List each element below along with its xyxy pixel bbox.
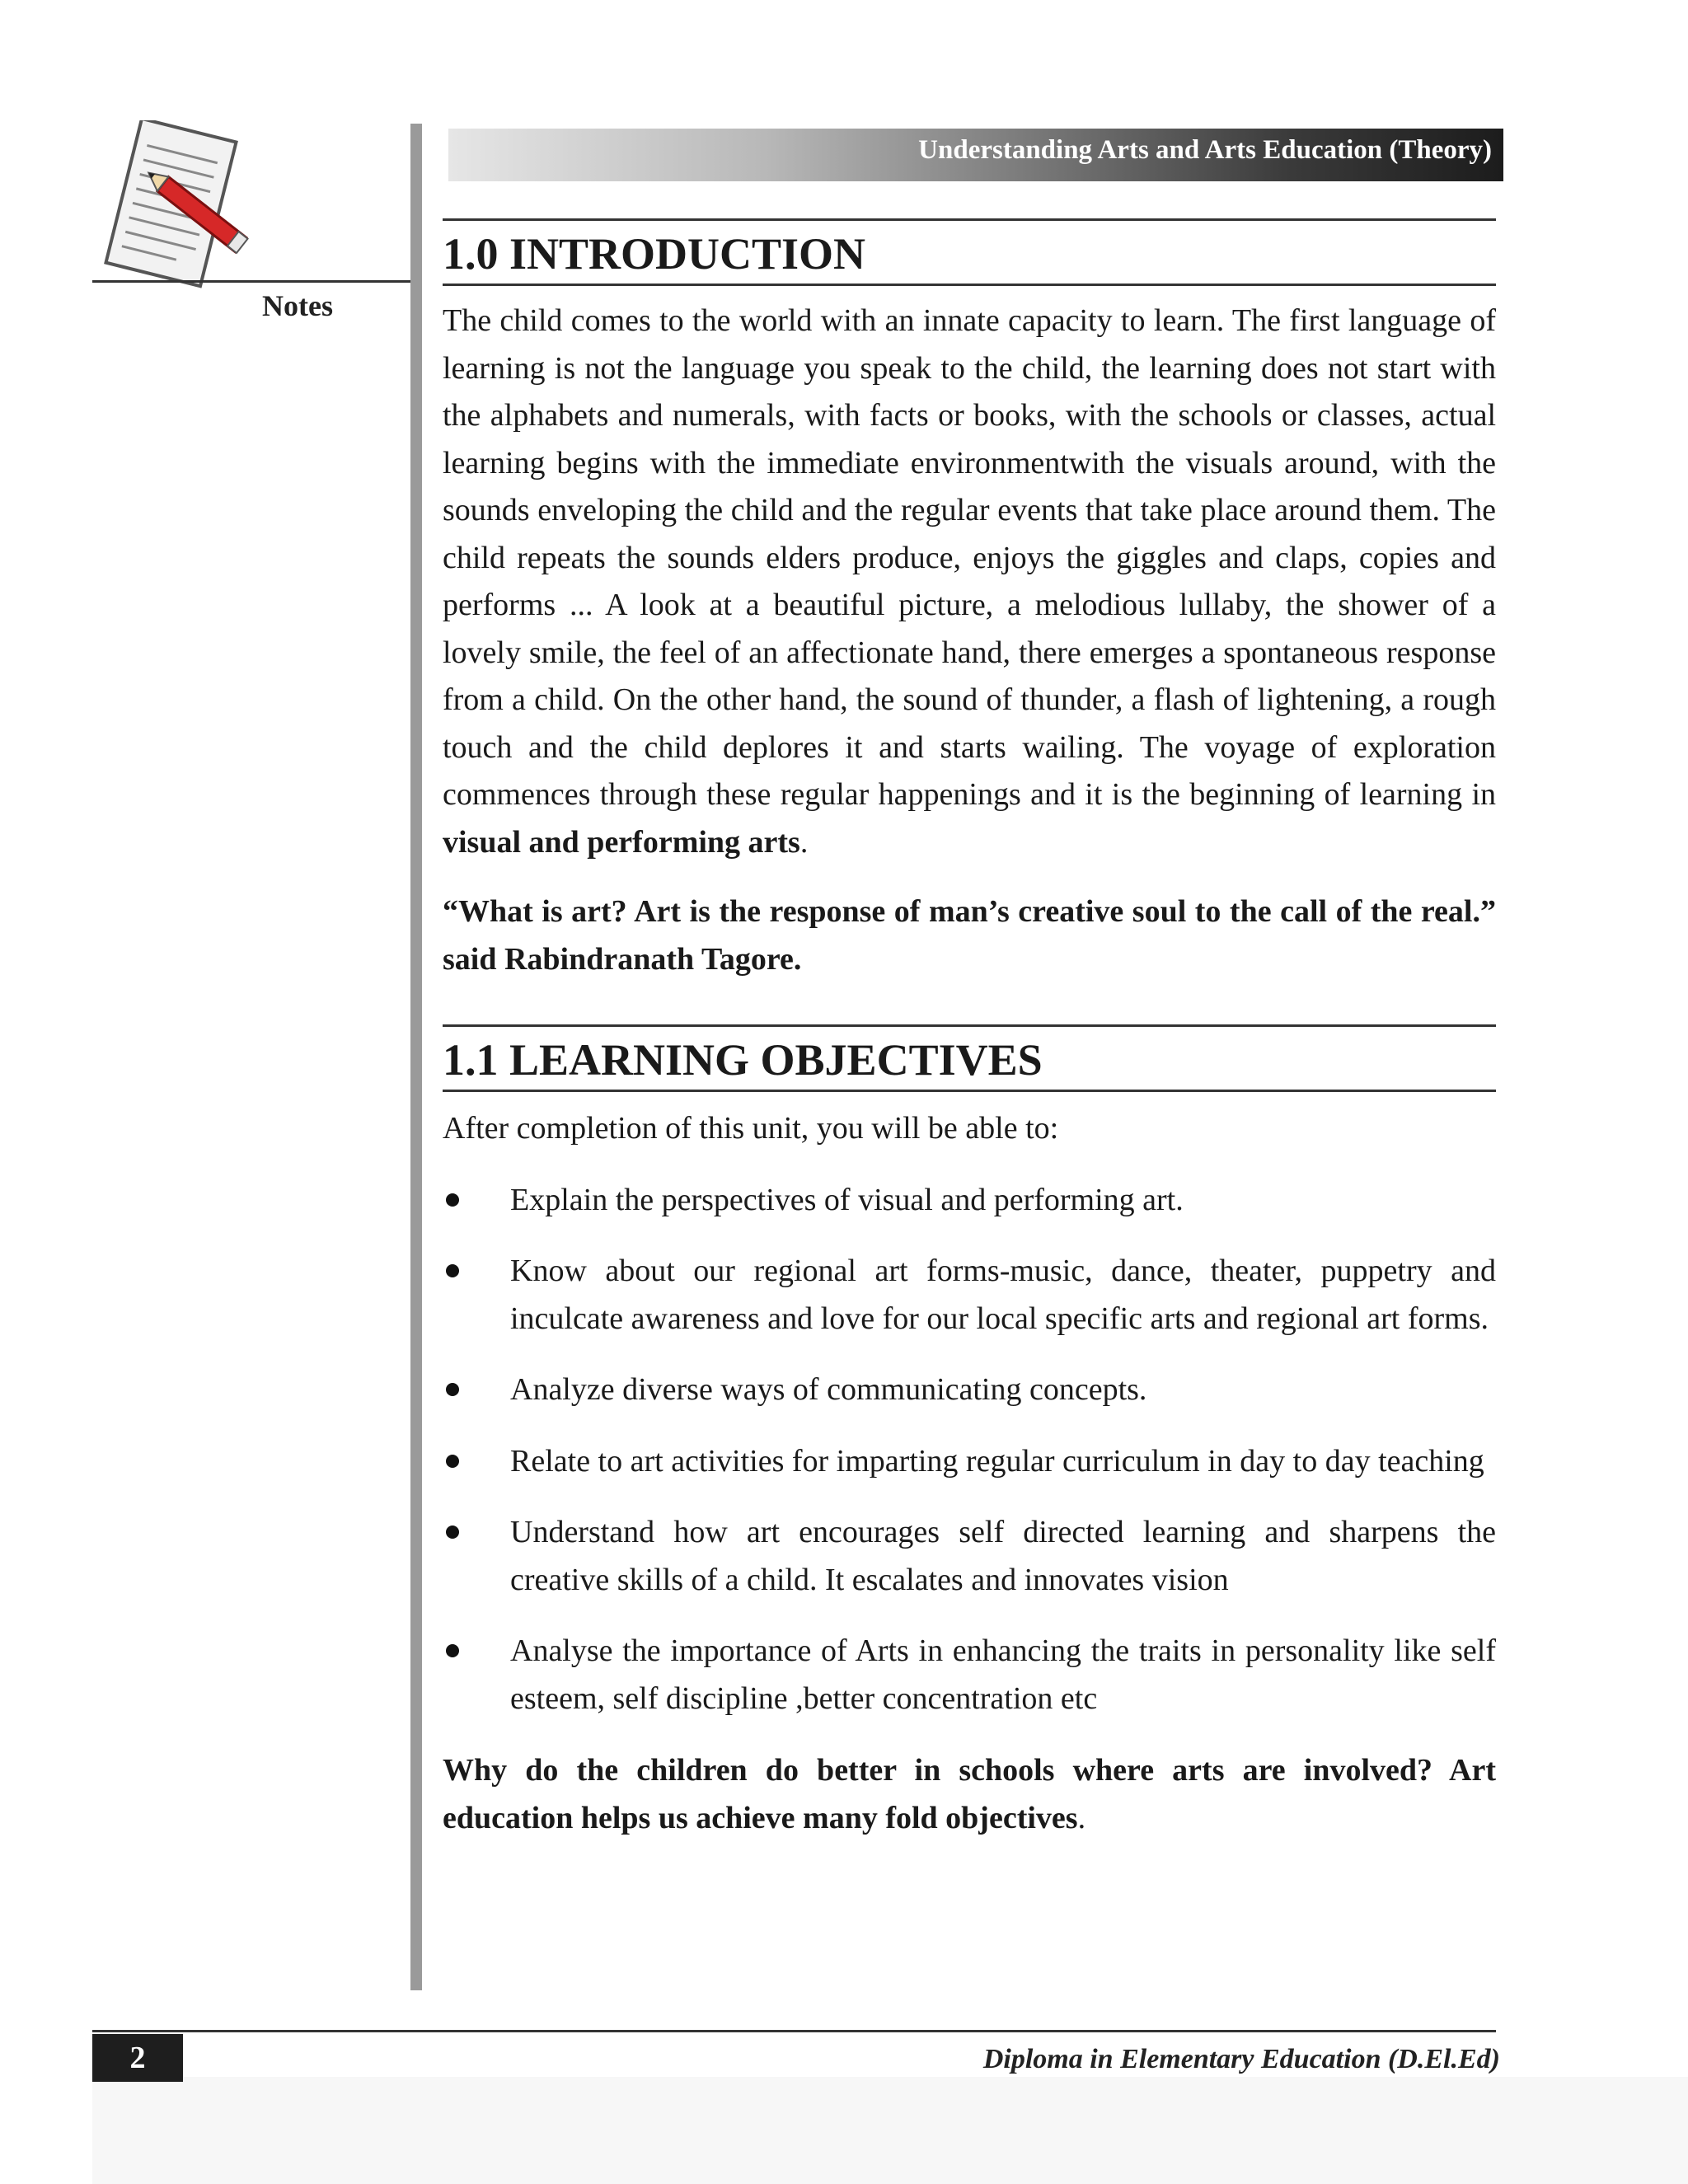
intro-paragraph-end: .: [799, 824, 809, 860]
list-item: [443, 1438, 1496, 1486]
notes-pencil-icon: [89, 120, 254, 302]
header-title: Understanding Arts and Arts Education (Theory): [918, 135, 1492, 165]
bullet-icon: [446, 1526, 459, 1539]
objectives-intro: After completion of this unit, you will be able to:: [443, 1111, 1059, 1146]
list-item-text: Analyze diverse ways of communicating concepts.: [510, 1372, 1147, 1407]
page-bottom-shade: [92, 2077, 1688, 2184]
page-content: [443, 218, 1496, 1842]
intro-paragraph-bold: visual and performing arts: [443, 824, 800, 860]
bullet-icon: [446, 1193, 459, 1207]
closing-bold: Why do the children do better in schools where arts are involved? Art education helps us achieve many fold objectives: [443, 1753, 1496, 1835]
notes-label: Notes: [262, 289, 333, 322]
list-item: [443, 1366, 1496, 1414]
list-item-text: Relate to art activities for imparting regular curriculum in day to day teaching: [510, 1443, 1484, 1479]
bullet-icon: [446, 1383, 459, 1396]
list-item: [443, 1177, 1496, 1225]
page-number: 2: [92, 2034, 183, 2082]
footer-title: Diploma in Elementary Education (D.El.Ed): [982, 2044, 1500, 2074]
bullet-icon: [446, 1455, 459, 1468]
tagore-quote: “What is art? Art is the response of man’s creative soul to the call of the real.” said Rabindranath Tagore.: [443, 894, 1496, 977]
bullet-icon: [446, 1644, 459, 1657]
list-item: [443, 1509, 1496, 1604]
objectives-list: [443, 1177, 1496, 1723]
running-header: [448, 129, 1503, 181]
margin-divider: [410, 124, 422, 1990]
footer-rule: [92, 2030, 1496, 2032]
objectives-heading: 1.1 LEARNING OBJECTIVES: [443, 1024, 1496, 1092]
notes-rule: [92, 280, 414, 283]
closing-end: .: [1077, 1800, 1086, 1835]
intro-paragraph-text: The child comes to the world with an innate capacity to learn. The first language of learning is not the language you speak to the child, the learning does not start with the alphabets and numerals, with facts or books, with the schools or classes, actual learning begins with the immediate environmentwith the visuals around, with the sounds enveloping the child and the regular events that take place around them. The child repeats the sounds elders produce, enjoys the giggles and claps, copies and performs ... A look at a beautiful picture, a melodious lullaby, the shower of a lovely smile, the feel of an affectionate hand, there emerges a spontaneous response from a child. On the other hand, the sound of thunder, a flash of lightening, a rough touch and the child deplores it and starts wailing. The voyage of exploration commences through these regular happenings and it is the beginning of learning in: [443, 303, 1496, 812]
list-item: [443, 1248, 1496, 1343]
intro-paragraph: [443, 298, 1496, 866]
list-item-text: Explain the perspectives of visual and performing art.: [510, 1182, 1184, 1217]
intro-heading: 1.0 INTRODUCTION: [443, 218, 1496, 286]
list-item-text: Analyse the importance of Arts in enhancing the traits in personality like self esteem, self discipline ,better concentration etc: [510, 1633, 1496, 1716]
list-item-text: Know about our regional art forms-music, dance, theater, puppetry and inculcate awareness and love for our local specific arts and regional art forms.: [510, 1254, 1496, 1336]
list-item-text: Understand how art encourages self directed learning and sharpens the creative skills of a child. It escalates and innovates vision: [510, 1515, 1496, 1597]
list-item: [443, 1628, 1496, 1722]
bullet-icon: [446, 1264, 459, 1277]
closing-paragraph: [443, 1747, 1496, 1842]
